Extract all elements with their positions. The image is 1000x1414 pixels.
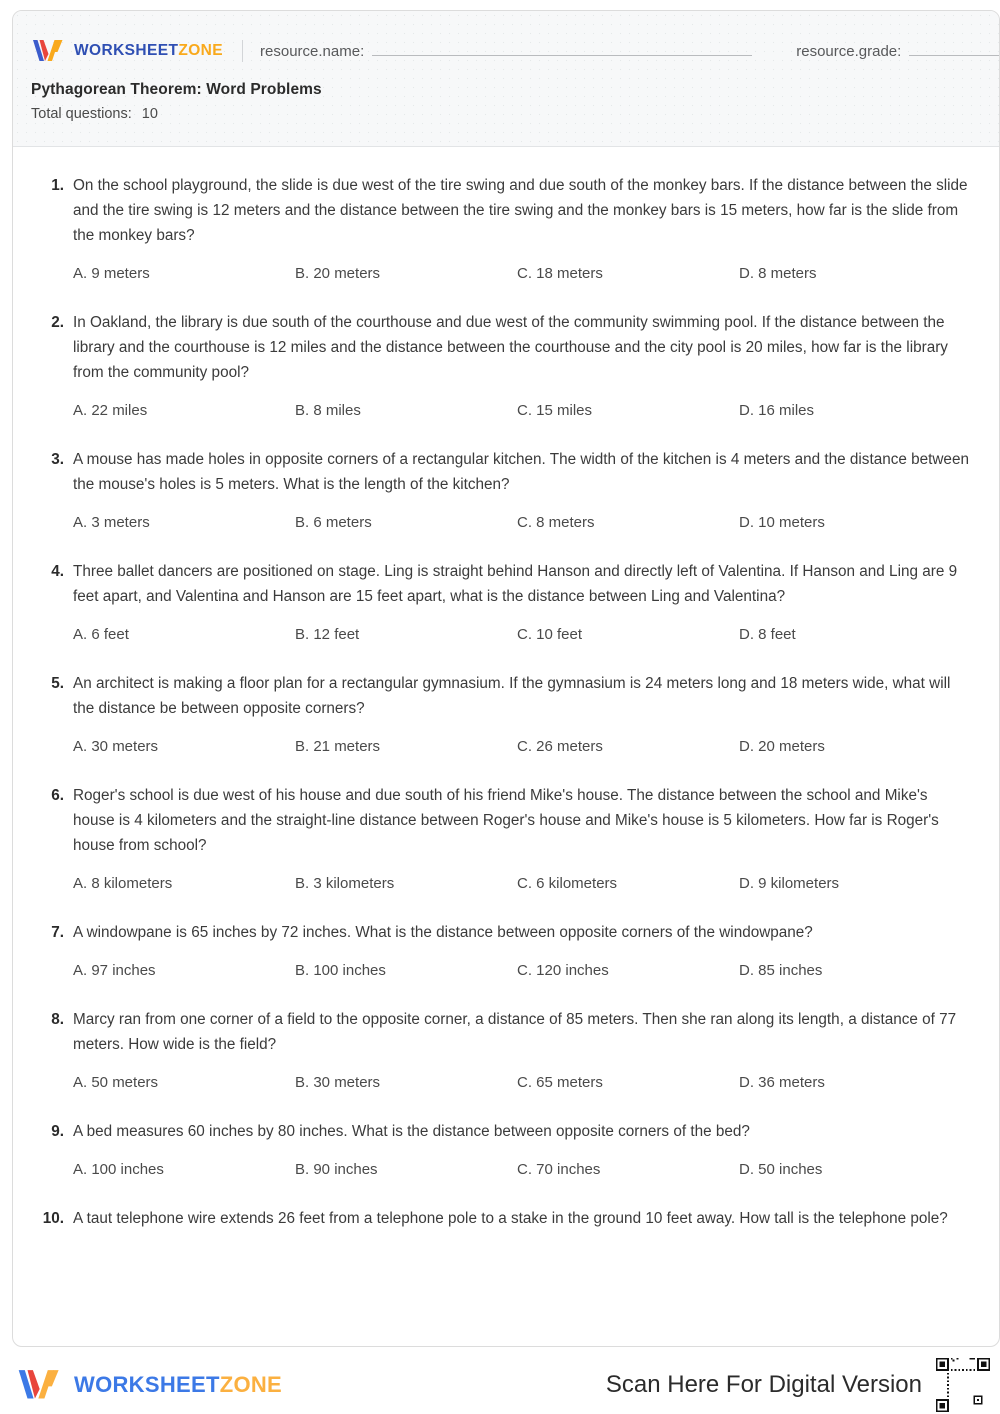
- answer-option[interactable]: A. 97 inches: [73, 962, 156, 979]
- answer-option[interactable]: C. 8 meters: [517, 514, 595, 531]
- question-content: [73, 173, 973, 285]
- total-questions: [31, 106, 999, 122]
- worksheet-header: [13, 11, 999, 147]
- question-number: 8.: [51, 1011, 64, 1028]
- question-text: A mouse has made holes in opposite corners of a rectangular kitchen. The width of the kitchen is 4 meters and the distance between the mouse's holes is 5 meters. What is the length of the kitchen?: [73, 451, 969, 493]
- question-content: [73, 1007, 973, 1094]
- answer-options: [73, 400, 973, 422]
- resource-grade-label: resource.grade:: [796, 43, 902, 60]
- question-number: 4.: [51, 563, 64, 580]
- question-text: Three ballet dancers are positioned on stage. Ling is straight behind Hanson and directly left of Valentina. If Hanson and Ling are 9 feet apart, and Valentina and Hanson are 15 feet apart, what is the distance between Ling and Valentina?: [73, 563, 958, 605]
- question-text: In Oakland, the library is due south of the courthouse and due west of the community swimming pool. If the distance between the library and the courthouse is 12 miles and the distance between the courthouse and the city pool is 20 miles, how far is the library from the community pool?: [73, 314, 948, 381]
- question-number: 9.: [51, 1123, 64, 1140]
- question-text: A taut telephone wire extends 26 feet from a telephone pole to a stake in the ground 10 feet away. How tall is the telephone pole?: [73, 1210, 948, 1227]
- question-content: [73, 559, 973, 646]
- resource-name-input[interactable]: [372, 42, 752, 56]
- question-number: 5.: [51, 675, 64, 692]
- footer-logo-word-accent: ZONE: [219, 1372, 283, 1397]
- answer-option[interactable]: D. 8 feet: [739, 626, 796, 643]
- answer-option[interactable]: C. 26 meters: [517, 738, 603, 755]
- question-content: [73, 1119, 973, 1181]
- worksheet-footer: [0, 1356, 1000, 1414]
- answer-option[interactable]: B. 8 miles: [295, 402, 361, 419]
- answer-option[interactable]: D. 50 inches: [739, 1161, 823, 1178]
- answer-option[interactable]: B. 100 inches: [295, 962, 386, 979]
- scan-here-text: Scan Here For Digital Version: [605, 1371, 922, 1398]
- answer-option[interactable]: D. 10 meters: [739, 514, 825, 531]
- logo-word-primary: WORKSHEET: [74, 42, 179, 59]
- answer-options: [73, 873, 973, 895]
- total-questions-label: Total questions:: [31, 106, 132, 122]
- question-number: 6.: [51, 787, 64, 804]
- question-item: [39, 783, 973, 895]
- answer-option[interactable]: A. 3 meters: [73, 514, 150, 531]
- question-content: [73, 447, 973, 534]
- answer-option[interactable]: A. 30 meters: [73, 738, 159, 755]
- answer-option[interactable]: A. 100 inches: [73, 1161, 164, 1178]
- logo-word-accent: ZONE: [178, 42, 224, 59]
- question-content: [73, 310, 973, 422]
- resource-grade-field[interactable]: [796, 42, 1000, 60]
- answer-option[interactable]: B. 12 feet: [295, 626, 360, 643]
- answer-option[interactable]: C. 120 inches: [517, 962, 609, 979]
- qr-code[interactable]: [932, 1354, 994, 1414]
- question-item: [39, 1206, 973, 1231]
- page-title: Pythagorean Theorem: Word Problems: [31, 81, 322, 98]
- answer-option[interactable]: C. 10 feet: [517, 626, 583, 643]
- answer-options: [73, 263, 973, 285]
- answer-option[interactable]: B. 3 kilometers: [295, 875, 395, 892]
- answer-options: [73, 960, 973, 982]
- question-item: [39, 310, 973, 422]
- question-item: [39, 559, 973, 646]
- answer-option[interactable]: A. 6 feet: [73, 626, 129, 643]
- question-item: [39, 173, 973, 285]
- total-questions-count: 10: [141, 106, 158, 122]
- answer-option[interactable]: A. 22 miles: [73, 402, 148, 419]
- answer-options: [73, 736, 973, 758]
- question-content: [73, 920, 973, 982]
- answer-option[interactable]: D. 85 inches: [739, 962, 823, 979]
- question-item: [39, 671, 973, 758]
- question-text: Roger's school is due west of his house and due south of his friend Mike's house. The distance between the school and Mike's house is 4 kilometers and the straight-line distance between Roger's house and Mike's house is 5 kilometers. How far is Roger's house from school?: [73, 787, 939, 854]
- answer-option[interactable]: B. 21 meters: [295, 738, 381, 755]
- answer-option[interactable]: B. 6 meters: [295, 514, 372, 531]
- question-content: [73, 783, 973, 895]
- answer-options: [73, 512, 973, 534]
- question-item: [39, 1007, 973, 1094]
- answer-options: [73, 1072, 973, 1094]
- question-number: 1.: [51, 177, 64, 194]
- answer-option[interactable]: C. 18 meters: [517, 265, 603, 282]
- question-item: [39, 920, 973, 982]
- question-text: Marcy ran from one corner of a field to the opposite corner, a distance of 85 meters. Then she ran along its length, a distance of 77 meters. How wide is the field?: [73, 1011, 957, 1053]
- footer-logo-wordmark: [74, 1372, 282, 1398]
- question-text: An architect is making a floor plan for a rectangular gymnasium. If the gymnasium is 24 meters long and 18 meters wide, what will the distance be between opposite corners?: [73, 675, 951, 717]
- answer-option[interactable]: C. 15 miles: [517, 402, 593, 419]
- answer-option[interactable]: B. 90 inches: [295, 1161, 378, 1178]
- answer-option[interactable]: C. 65 meters: [517, 1074, 603, 1091]
- answer-options: [73, 1159, 973, 1181]
- answer-option[interactable]: A. 50 meters: [73, 1074, 159, 1091]
- footer-logo: [16, 1366, 282, 1404]
- answer-options: [73, 624, 973, 646]
- question-number: 3.: [51, 451, 64, 468]
- question-text: A windowpane is 65 inches by 72 inches. What is the distance between opposite corners of the windowpane?: [73, 924, 813, 941]
- resource-name-field[interactable]: [260, 42, 752, 60]
- question-content: [73, 1206, 973, 1231]
- answer-option[interactable]: B. 20 meters: [295, 265, 381, 282]
- worksheetzone-logo-icon: [31, 37, 65, 65]
- answer-option[interactable]: D. 36 meters: [739, 1074, 825, 1091]
- questions-list: [13, 147, 999, 1231]
- header-top-row: [13, 11, 999, 69]
- answer-option[interactable]: C. 6 kilometers: [517, 875, 618, 892]
- question-text: On the school playground, the slide is due west of the tire swing and due south of the monkey bars. If the distance between the slide and the tire swing is 12 meters and the distance between the tire swing and the monkey bars is 15 meters, how far is the slide from the monkey bars?: [73, 177, 968, 244]
- question-item: [39, 1119, 973, 1181]
- question-number: 2.: [51, 314, 64, 331]
- answer-option[interactable]: D. 16 miles: [739, 402, 815, 419]
- answer-option[interactable]: A. 8 kilometers: [73, 875, 173, 892]
- question-text: A bed measures 60 inches by 80 inches. What is the distance between opposite corners of the bed?: [73, 1123, 750, 1140]
- header-title-block: [13, 69, 999, 122]
- question-number: 10.: [42, 1210, 64, 1227]
- answer-option[interactable]: B. 30 meters: [295, 1074, 381, 1091]
- footer-logo-word-primary: WORKSHEET: [74, 1372, 220, 1397]
- resource-grade-input[interactable]: [909, 42, 1000, 56]
- question-content: [73, 671, 973, 758]
- header-divider: [242, 40, 243, 62]
- logo-wordmark: [74, 42, 223, 60]
- question-item: [39, 447, 973, 534]
- question-number: 7.: [51, 924, 64, 941]
- resource-name-label: resource.name:: [260, 43, 365, 60]
- answer-option[interactable]: D. 8 meters: [739, 265, 817, 282]
- answer-option[interactable]: A. 9 meters: [73, 265, 150, 282]
- answer-option[interactable]: C. 70 inches: [517, 1161, 601, 1178]
- answer-option[interactable]: D. 20 meters: [739, 738, 825, 755]
- worksheet-sheet: [12, 10, 1000, 1347]
- answer-option[interactable]: D. 9 kilometers: [739, 875, 840, 892]
- worksheetzone-footer-logo-icon: [16, 1366, 62, 1404]
